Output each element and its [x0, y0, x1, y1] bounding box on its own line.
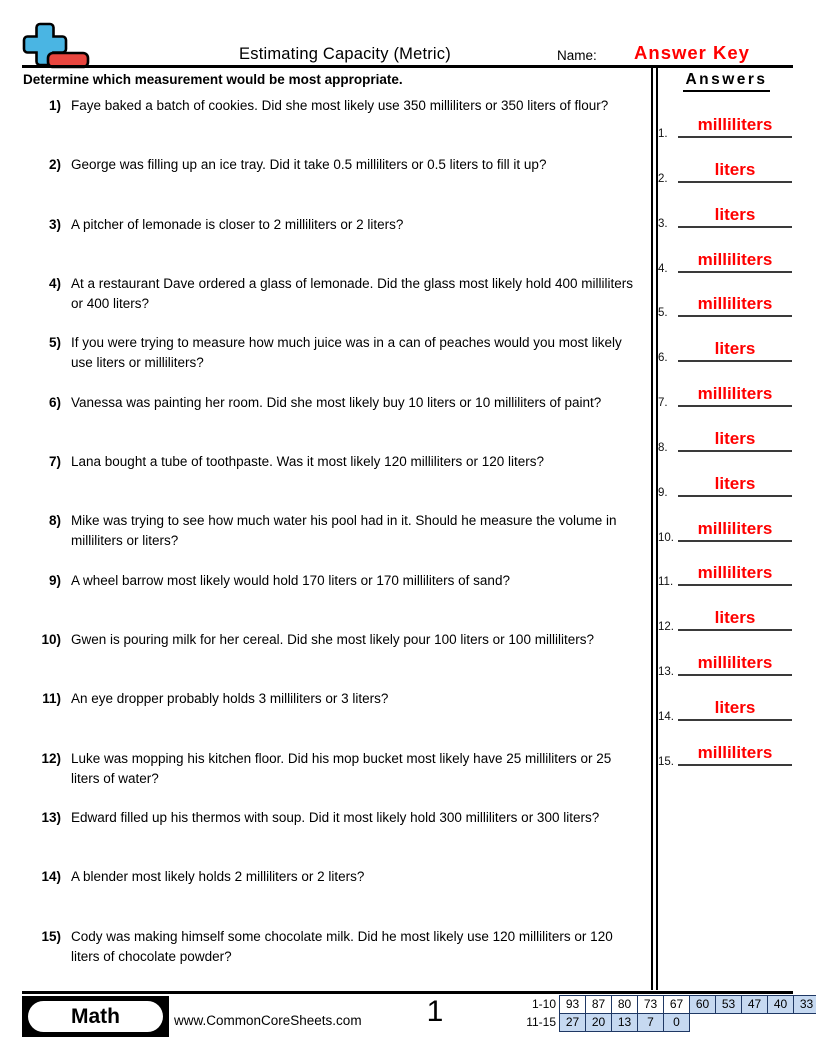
question-item	[23, 452, 643, 472]
answer-row	[655, 246, 795, 276]
answer-value: liters	[678, 160, 792, 183]
score-cell: 27	[559, 1013, 586, 1032]
question-item	[23, 511, 643, 550]
name-label: Name:	[557, 48, 597, 63]
answer-row	[655, 694, 795, 724]
answer-number: 15.	[658, 756, 674, 768]
answer-number: 13.	[658, 666, 674, 678]
score-cell: 47	[741, 995, 768, 1014]
score-cell: 40	[767, 995, 794, 1014]
question-text: Lana bought a tube of toothpaste. Was it most likely 120 milliliters or 120 liters?	[71, 454, 544, 469]
answer-number: 7.	[658, 397, 668, 409]
question-text: An eye dropper probably holds 3 milliliters or 3 liters?	[71, 691, 389, 706]
question-number: 3)	[48, 217, 61, 232]
answer-number: 11.	[658, 576, 674, 588]
answer-number: 14.	[658, 711, 674, 723]
answer-row	[655, 604, 795, 634]
math-subject-label: Math	[28, 1001, 163, 1032]
answer-number: 5.	[658, 307, 668, 319]
score-row-label: 11-15	[526, 1015, 556, 1029]
answer-number: 10.	[658, 532, 674, 544]
answer-row	[655, 559, 795, 589]
question-item	[23, 393, 643, 413]
answer-value: liters	[678, 474, 792, 497]
question-number: 10)	[41, 632, 61, 647]
answer-value: milliliters	[678, 294, 792, 317]
question-number: 12)	[41, 751, 61, 766]
header-rule	[22, 65, 793, 68]
question-number: 2)	[48, 157, 61, 172]
question-number: 13)	[41, 810, 61, 825]
question-item	[23, 749, 643, 788]
answer-row	[655, 739, 795, 769]
answer-value: liters	[678, 698, 792, 721]
score-cell: 13	[611, 1013, 638, 1032]
answer-row	[655, 290, 795, 320]
answer-value: milliliters	[678, 653, 792, 676]
question-text: Gwen is pouring milk for her cereal. Did she most likely pour 100 liters or 100 milliliters?	[71, 632, 594, 647]
question-text: At a restaurant Dave ordered a glass of lemonade. Did the glass most likely hold 400 milliliters or 400 liters?	[71, 276, 634, 311]
score-row-label: 1-10	[531, 997, 556, 1011]
page-number: 1	[426, 995, 444, 1028]
answer-row	[655, 201, 795, 231]
plus-minus-math-logo-icon	[22, 22, 92, 70]
answer-number: 8.	[658, 442, 668, 454]
score-cell: 87	[585, 995, 612, 1014]
score-cell: 33	[793, 995, 816, 1014]
score-cell: 60	[689, 995, 716, 1014]
answer-value: milliliters	[678, 250, 792, 273]
answer-row	[655, 649, 795, 679]
score-cell: 80	[611, 995, 638, 1014]
answer-row	[655, 470, 795, 500]
answer-number: 12.	[658, 621, 674, 633]
question-text: Faye baked a batch of cookies. Did she most likely use 350 milliliters or 350 liters of flour?	[71, 98, 609, 113]
question-text: A pitcher of lemonade is closer to 2 milliliters or 2 liters?	[71, 217, 404, 232]
answer-number: 4.	[658, 263, 668, 275]
question-text: Luke was mopping his kitchen floor. Did his mop bucket most likely have 25 milliliters or 25 liters of water?	[71, 751, 612, 786]
answer-value: milliliters	[678, 519, 792, 542]
question-item	[23, 155, 643, 175]
answer-value: milliliters	[678, 563, 792, 586]
score-cell: 53	[715, 995, 742, 1014]
question-number: 5)	[48, 335, 61, 350]
question-item	[23, 96, 643, 116]
answer-value: milliliters	[678, 743, 792, 766]
question-text: Mike was trying to see how much water his pool had in it. Should he measure the volume in milliliters or liters?	[71, 513, 617, 548]
question-text: If you were trying to measure how much juice was in a can of peaches would you most likely use liters or milliliters?	[71, 335, 622, 370]
score-row	[496, 1013, 816, 1032]
worksheet-title: Estimating Capacity (Metric)	[239, 45, 451, 63]
math-subject-badge	[22, 996, 169, 1037]
answer-row	[655, 111, 795, 141]
question-text: Vanessa was painting her room. Did she most likely buy 10 liters or 10 milliliters of paint?	[71, 395, 602, 410]
answers-heading: Answers	[658, 71, 795, 92]
website-url: www.CommonCoreSheets.com	[174, 1013, 362, 1028]
answer-value: liters	[678, 429, 792, 452]
instruction-text: Determine which measurement would be most appropriate.	[23, 72, 403, 87]
score-conversion-table	[496, 995, 816, 1032]
score-cell: 93	[559, 995, 586, 1014]
question-number: 7)	[48, 454, 61, 469]
footer-rule	[22, 991, 793, 994]
question-item	[23, 689, 643, 709]
answer-number: 3.	[658, 218, 668, 230]
answer-value: liters	[678, 205, 792, 228]
answer-value: liters	[678, 608, 792, 631]
answer-number: 1.	[658, 128, 668, 140]
question-item	[23, 333, 643, 372]
question-text: Edward filled up his thermos with soup. Did it most likely hold 300 milliliters or 300 liters?	[71, 810, 600, 825]
question-text: George was filling up an ice tray. Did it take 0.5 milliliters or 0.5 liters to fill it up?	[71, 157, 547, 172]
question-item	[23, 867, 643, 887]
question-number: 15)	[41, 929, 61, 944]
answer-row	[655, 380, 795, 410]
answer-value: milliliters	[678, 384, 792, 407]
question-number: 14)	[41, 869, 61, 884]
score-cell: 0	[663, 1013, 690, 1032]
answer-number: 2.	[658, 173, 668, 185]
question-text: A blender most likely holds 2 milliliters or 2 liters?	[71, 869, 365, 884]
question-text: A wheel barrow most likely would hold 170 liters or 170 milliliters of sand?	[71, 573, 510, 588]
score-cell: 7	[637, 1013, 664, 1032]
question-item	[23, 215, 643, 235]
question-item	[23, 927, 643, 966]
name-value-answer-key: Answer Key	[634, 42, 750, 63]
answer-number: 6.	[658, 352, 668, 364]
answer-row	[655, 156, 795, 186]
answer-row	[655, 425, 795, 455]
question-item	[23, 274, 643, 313]
question-text: Cody was making himself some chocolate milk. Did he most likely use 120 milliliters or 120 liters of chocolate powder?	[71, 929, 613, 964]
score-cell: 67	[663, 995, 690, 1014]
question-item	[23, 630, 643, 650]
score-row	[496, 995, 816, 1014]
question-number: 1)	[48, 98, 61, 113]
answer-row	[655, 335, 795, 365]
question-number: 8)	[48, 513, 61, 528]
question-item	[23, 808, 643, 828]
question-number: 11)	[42, 691, 61, 706]
score-cell: 20	[585, 1013, 612, 1032]
answer-value: milliliters	[678, 115, 792, 138]
answer-row	[655, 515, 795, 545]
question-number: 6)	[48, 395, 61, 410]
answer-number: 9.	[658, 487, 668, 499]
answer-value: liters	[678, 339, 792, 362]
question-number: 9)	[48, 573, 61, 588]
question-number: 4)	[48, 276, 61, 291]
question-item	[23, 571, 643, 591]
score-cell: 73	[637, 995, 664, 1014]
